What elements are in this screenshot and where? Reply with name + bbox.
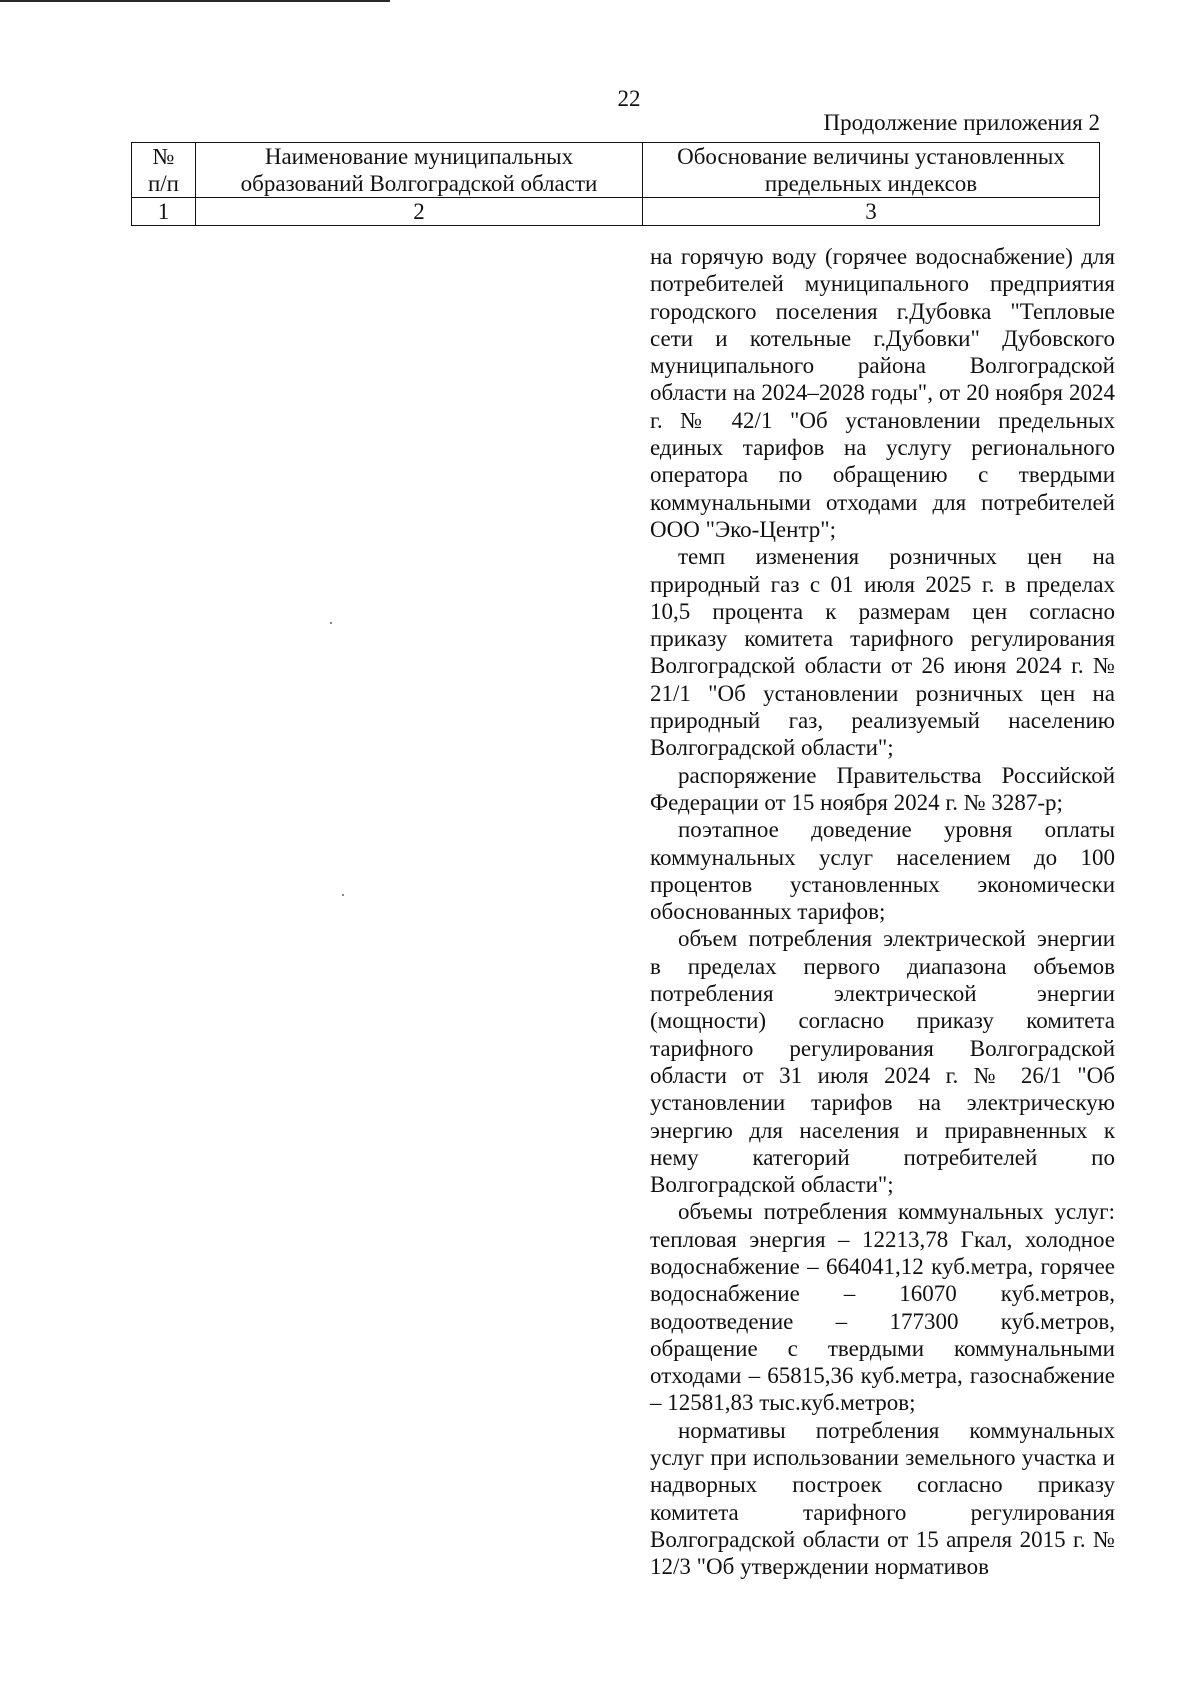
table-header-row <box>132 143 1100 198</box>
paragraph: на горячую воду (горячее водоснабжение) для потребителей муниципального предприятия городского поселения г.Дубовка "Тепловые сети и котельные г.Дубовки" Дубовского муниципального района Волгоградской области на 2024–2028 годы", от 20 ноября 2024 г. № 42/1 "Об установлении предельных единых тарифов на услугу регионального оператора по обращению с твердыми коммунальными отходами для потребителей ООО "Эко-Центр"; <box>650 244 1115 542</box>
header-municipality-line2: образований Волгоградской области <box>240 171 598 196</box>
header-number-line2: п/п <box>147 171 179 196</box>
paragraph: нормативы потребления коммунальных услуг при использовании земельного участка и надворных построек согласно приказу комитета тарифного регулирования Волгоградской области от 15 апреля 2015 г. № 12/3 "Об утверждении нормативов <box>650 1417 1115 1580</box>
scan-speck <box>342 894 344 896</box>
column-number-2: 2 <box>196 198 643 226</box>
column-number-3: 3 <box>643 198 1100 226</box>
header-number <box>132 143 196 198</box>
appendix-table <box>131 142 1100 226</box>
scan-edge-line <box>0 0 390 2</box>
column-number-row <box>132 198 1100 226</box>
paragraph: распоряжение Правительства Российской Федерации от 15 ноября 2024 г. № 3287-р; <box>650 762 1115 815</box>
paragraph: объем потребления электрической энергии в пределах первого диапазона объемов потребления электрической энергии (мощности) согласно приказу комитета тарифного регулирования Волгоградской области от 31 июля 2024 г. № 26/1 "Об установлении тарифов на электрическую энергию для населения и приравненных к нему категорий потребителей по Волгоградской области"; <box>650 926 1115 1198</box>
paragraph: темп изменения розничных цен на природный газ с 01 июля 2025 г. в пределах 10,5 процента к размерам цен согласно приказу комитета тарифного регулирования Волгоградской области от 26 июня 2024 г. № 21/1 "Об установлении розничных цен на природный газ, реализуемый населению Волгоградской области"; <box>650 544 1115 761</box>
header-justification <box>643 143 1100 198</box>
page-number: 22 <box>617 86 641 111</box>
header-municipality <box>196 143 643 198</box>
justification-text <box>650 243 1115 1581</box>
paragraph: объемы потребления коммунальных услуг: тепловая энергия – 12213,78 Гкал, холодное водоснабжение – 664041,12 куб.метра, горячее водоснабжение – 16070 куб.метров, водоотведение – 177300 куб.метров, обращение с твердыми коммунальными отходами – 65815,36 куб.метра, газоснабжение – 12581,83 тыс.куб.метров; <box>650 1199 1115 1416</box>
paragraph: поэтапное доведение уровня оплаты коммунальных услуг населением до 100 процентов установленных экономически обоснованных тарифов; <box>650 817 1115 925</box>
header-justification-line1: Обоснование величины установленных <box>677 144 1065 169</box>
header-justification-line2: предельных индексов <box>764 171 978 196</box>
column-number-1: 1 <box>132 198 196 226</box>
continuation-note: Продолжение приложения 2 <box>823 110 1100 135</box>
header-number-line1: № <box>152 144 175 169</box>
scan-speck <box>330 622 332 624</box>
header-municipality-line1: Наименование муниципальных <box>264 144 574 169</box>
